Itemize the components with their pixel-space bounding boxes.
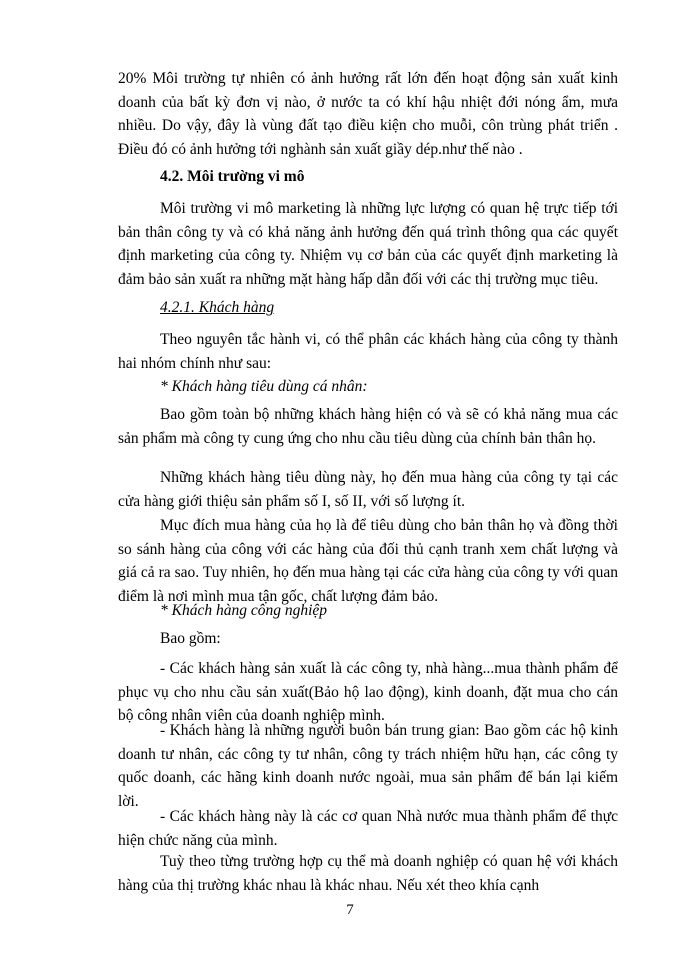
heading-industrial-customers: * Khách hàng công nghiệp — [160, 602, 328, 619]
page-number: 7 — [346, 902, 354, 918]
paragraph-purchase-purpose: Mục đích mua hàng của họ là để tiêu dùng cho bản thân họ và đồng thời so sánh hàng của công với các hàng của đối thủ cạnh tranh xem chất lượng và giá cả ra sao. Tuy nhiên, họ đến mua hàng tại các cửa hàng của công ty với quan điểm là nơi mình mua tận gốc, chất lượng đảm bảo. — [118, 517, 618, 605]
list-item-intermediary-customers: - Khách hàng là những người buôn bán trung gian: Bao gồm các hộ kinh doanh tư nhân, các công ty tư nhân, công ty trách nhiệm hữu hạn, các công ty quốc doanh, các hãng kinh doanh nước ngoài, mua sản phẩm để bán lại kiếm lời. — [118, 722, 618, 810]
list-item-production-customers: - Các khách hàng sản xuất là các công ty, nhà hàng...mua thành phẩm để phục vụ cho nhu cầu sản xuất(Bảo hộ lao động), kinh doanh, đặt mua cho cán bộ công nhân viên của doanh nghiệp mình. — [118, 660, 618, 724]
paragraph-natural-environment: 20% Môi trường tự nhiên có ảnh hưởng rất lớn đến hoạt động sản xuất kinh doanh của bất kỳ đơn vị nào, ở nước ta có khí hậu nhiệt đới nóng ẩm, mưa nhiều. Do vậy, đây là vùng đất tạo điều kiện cho muỗi, côn trùng phát triển . Điều đó có ảnh hưởng tới nghành sản xuất giầy dép.như thế nào . — [118, 70, 618, 158]
paragraph-customer-groups: Theo nguyên tắc hành vi, có thể phân các khách hàng của công ty thành hai nhóm chính như sau: — [118, 331, 618, 372]
paragraph-individual-customers-stores: Những khách hàng tiêu dùng này, họ đến mua hàng của công ty tại các cửa hàng giới thiệu sản phẩm số I, số II, với số lượng ít. — [118, 469, 618, 510]
paragraph-depending-on-case: Tuỳ theo từng trường hợp cụ thể mà doanh nghiệp có quan hệ với khách hàng của thị trường khác nhau là khác nhau. Nếu xét theo khía cạnh — [118, 853, 618, 894]
paragraph-micro-environment: Môi trường vi mô marketing là những lực lượng có quan hệ trực tiếp tới bản thân công ty và có khả năng ảnh hưởng đến quá trình thông qua các quyết định marketing của công ty. Nhiệm vụ cơ bản của các quyết định marketing là đảm bảo sản xuất ra những mặt hàng hấp dẫn đối với các thị trường mục tiêu. — [118, 200, 618, 288]
heading-individual-customers: * Khách hàng tiêu dùng cá nhân: — [160, 378, 368, 395]
list-item-state-agencies: - Các khách hàng này là các cơ quan Nhà nước mua thành phẩm để thực hiện chức năng của mình. — [118, 808, 618, 849]
subsection-heading-customers: 4.2.1. Khách hàng — [160, 299, 275, 316]
paragraph-includes: Bao gồm: — [160, 630, 221, 647]
paragraph-individual-customers-scope: Bao gồm toàn bộ những khách hàng hiện có và sẽ có khả năng mua các sản phẩm mà công ty cung ứng cho nhu cầu tiêu dùng của chính bản thân họ. — [118, 406, 618, 447]
section-heading-micro-environment: 4.2. Môi trường vi mô — [160, 168, 305, 185]
